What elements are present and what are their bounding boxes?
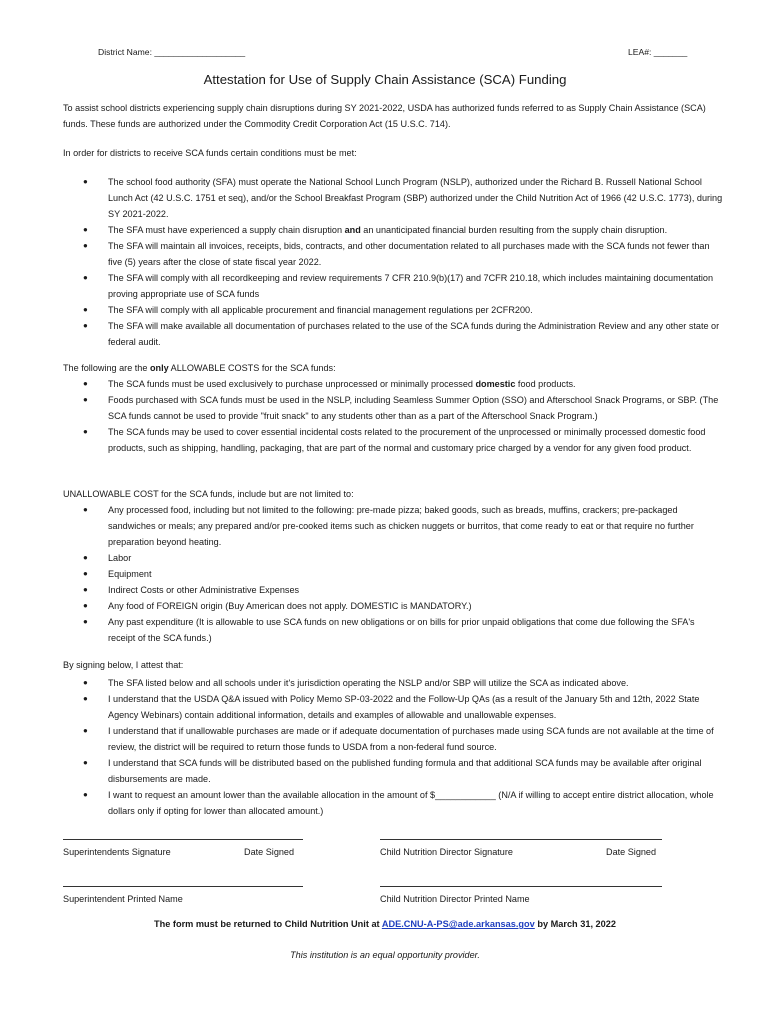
intro-paragraph: To assist school districts experiencing supply chain disruptions during SY 2021-2022, USDA has authorized funds referred to as Supply Chain Assistance (SCA) funds. These funds are authorized under the Commodity Credit Corporation Act (15 U.S.C. 714). [63, 103, 706, 129]
bullet-icon: ● [83, 585, 88, 594]
page-title: Attestation for Use of Supply Chain Assistance (SCA) Funding [203, 72, 567, 87]
list-item: ● I understand that if unallowable purchases are made or if adequate documentation of purchases made using SCA funds are not available at the time of review, the district will be required to return those funds to USDA from a non-federal fund source. [83, 723, 723, 755]
superintendent-signature-line[interactable] [63, 839, 303, 840]
date-signed-label-right: Date Signed [606, 847, 657, 857]
conditions-heading: In order for districts to receive SCA funds certain conditions must be met: [63, 148, 357, 158]
cnd-printed-name-line[interactable] [380, 886, 662, 887]
list-item: ● Any processed food, including but not limited to the following: pre-made pizza; baked goods, such as breads, muffins, crackers; pre-packaged sandwiches or meals; any prepared and/or pre-cooked items such as chicken nuggets or burritos, that come ready to eat or that require no further preparation beyond heating. [83, 502, 723, 550]
bullet-icon: ● [83, 505, 88, 514]
bullet-icon: ● [83, 553, 88, 562]
bullet-icon: ● [83, 273, 88, 282]
bullet-icon: ● [83, 305, 88, 314]
equal-opportunity-statement: This institution is an equal opportunity provider. [290, 950, 480, 960]
bullet-icon: ● [83, 225, 88, 234]
cnd-signature-line[interactable] [380, 839, 662, 840]
date-signed-label-left: Date Signed [244, 847, 295, 857]
bullet-icon: ● [83, 321, 88, 330]
email-link[interactable]: ADE.CNU-A-PS@ade.arkansas.gov [381, 919, 535, 929]
list-item: ● The SFA listed below and all schools under it's jurisdiction operating the NSLP and/or SBP will utilize the SCA as indicated above. [83, 675, 723, 691]
cnd-printed-name-label: Child Nutrition Director Printed Name [380, 894, 530, 904]
bullet-icon: ● [83, 177, 88, 186]
list-item: ● Foods purchased with SCA funds must be used in the NSLP, including Seamless Summer Option (SSO) and Afterschool Snack Programs, or SBP. (The SCA funds cannot be used to provide "fruit snack" to any students other than as a part of the Afterschool Snack Program.) [83, 392, 723, 424]
district-name-field[interactable]: District Name: ___________________ [98, 47, 246, 57]
bullet-icon: ● [83, 569, 88, 578]
bullet-icon: ● [83, 427, 88, 436]
list-item: ● The SFA will comply with all recordkeeping and review requirements 7 CFR 210.9(b)(17) and 7CFR 210.18, which includes maintaining documentation proving appropriate use of SCA funds [83, 270, 723, 302]
list-item: ● I understand that the USDA Q&A issued with Policy Memo SP-03-2022 and the Follow-Up QAs (as a result of the January 5th and 12th, 2022 State Agency Webinars) contain additional information, details and examples of allowable and unallowable expenses. [83, 691, 723, 723]
bullet-icon: ● [83, 395, 88, 404]
unallowable-costs-list [83, 502, 723, 646]
list-item: ● I want to request an amount lower than the available allocation in the amount of $____________ (N/A if willing to accept entire district allocation, whole dollars only if opting for lower than allocated amount.) [83, 787, 723, 819]
superintendent-printed-name-label: Superintendent Printed Name [63, 894, 183, 904]
list-item: ● The SFA will make available all documentation of purchases related to the use of the SCA funds during the Administration Review and any other state or federal audit. [83, 318, 723, 350]
list-item: ● I understand that SCA funds will be distributed based on the published funding formula and that additional SCA funds may be available after original disbursements are made. [83, 755, 723, 787]
bullet-icon: ● [83, 241, 88, 250]
list-item: ● The SFA will maintain all invoices, receipts, bids, contracts, and other documentation related to all purchases made with the SCA funds not fewer than five (5) years after the close of state fiscal year 2022. [83, 238, 723, 270]
lea-number-field[interactable]: LEA#: _______ [628, 47, 688, 57]
bullet-icon: ● [83, 601, 88, 610]
bullet-icon: ● [83, 758, 88, 767]
list-item: ● Indirect Costs or other Administrative Expenses [83, 582, 723, 598]
bullet-icon: ● [83, 379, 88, 388]
list-item: ● The SCA funds may be used to cover essential incidental costs related to the procurement of the unprocessed or minimally processed domestic food products, such as shipping, handling, packaging, that are part of the normal and customary price charged by a vendor for any given food product. [83, 424, 723, 456]
bullet-icon: ● [83, 678, 88, 687]
list-item: ● The SFA must have experienced a supply chain disruption and an unanticipated financial burden resulting from the supply chain disruption. [83, 222, 723, 238]
cnd-signature-label: Child Nutrition Director Signature [380, 847, 513, 857]
allowable-costs-heading: The following are the only ALLOWABLE COSTS for the SCA funds: [63, 363, 336, 373]
bullet-icon: ● [83, 790, 88, 799]
attestation-heading: By signing below, I attest that: [63, 660, 184, 670]
return-instructions: The form must be returned to Child Nutrition Unit at ADE.CNU-A-PS@ade.arkansas.gov by March 31, 2022 [154, 919, 616, 929]
list-item: ● Equipment [83, 566, 723, 582]
attestation-list [83, 675, 723, 819]
list-item: ● The SFA will comply with all applicable procurement and financial management regulations per 2CFR200. [83, 302, 723, 318]
bullet-icon: ● [83, 726, 88, 735]
bullet-icon: ● [83, 694, 88, 703]
list-item: ● The SCA funds must be used exclusively to purchase unprocessed or minimally processed domestic food products. [83, 376, 723, 392]
unallowable-costs-heading: UNALLOWABLE COST for the SCA funds, include but are not limited to: [63, 489, 354, 499]
allowable-costs-list [83, 376, 723, 456]
list-item: ● Any food of FOREIGN origin (Buy American does not apply. DOMESTIC is MANDATORY.) [83, 598, 723, 614]
list-item: ● Any past expenditure (It is allowable to use SCA funds on new obligations or on bills for prior unpaid obligations that come due following the SFA's receipt of the SCA funds.) [83, 614, 723, 646]
list-item: ● The school food authority (SFA) must operate the National School Lunch Program (NSLP), authorized under the Richard B. Russell National School Lunch Act (42 U.S.C. 1751 et seq), and/or the School Breakfast Program (SBP) authorized under the Child Nutrition Act of 1966 (42 U.S.C. 1773), during SY 2021-2022. [83, 174, 723, 222]
list-item: ● Labor [83, 550, 723, 566]
superintendent-printed-name-line[interactable] [63, 886, 303, 887]
superintendent-signature-label: Superintendents Signature [63, 847, 171, 857]
conditions-list [83, 174, 723, 350]
bullet-icon: ● [83, 617, 88, 626]
